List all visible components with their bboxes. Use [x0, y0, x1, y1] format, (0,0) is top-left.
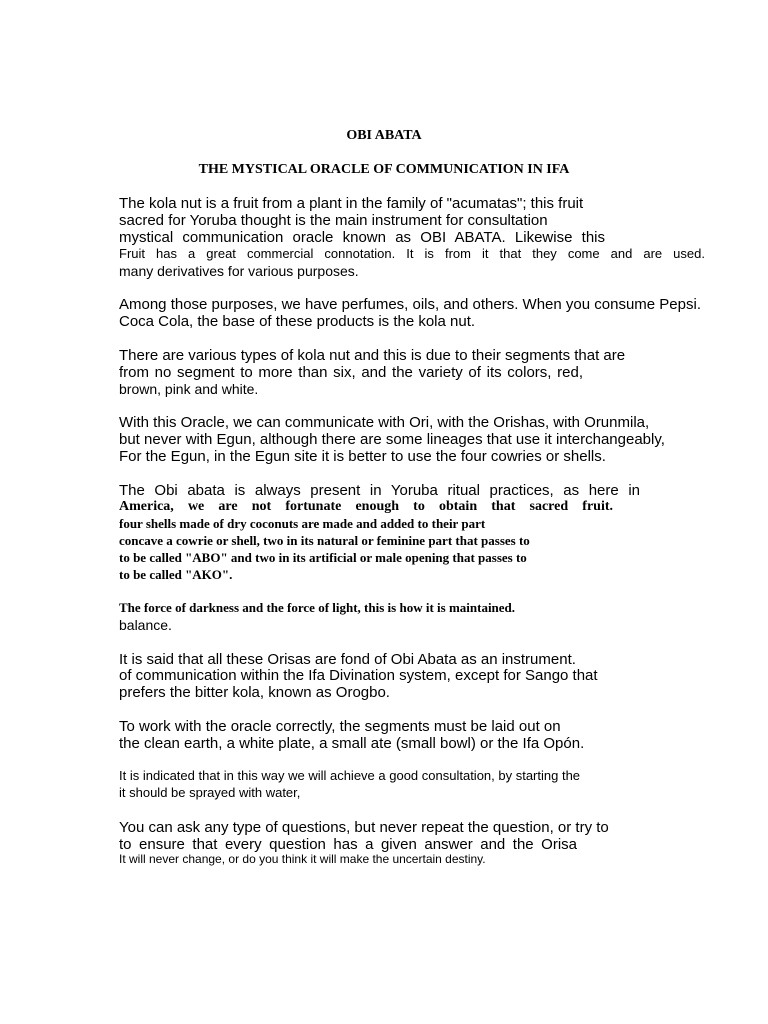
paragraph-line: of communication within the Ifa Divination system, except for Sango that — [119, 667, 598, 684]
paragraph-line: brown, pink and white. — [119, 381, 259, 397]
paragraph-line: There are various types of kola nut and this is due to their segments that are — [119, 347, 626, 364]
paragraph-line: With this Oracle, we can communicate with Ori, with the Orishas, with Orunmila, — [119, 414, 650, 431]
paragraph-line: America, we are not fortunate enough to obtain that sacred fruit. — [119, 499, 613, 514]
document-title: OBI ABATA — [346, 128, 422, 143]
paragraph-line: It is said that all these Orisas are fond of Obi Abata as an instrument. — [119, 651, 576, 668]
paragraph-line: To work with the oracle correctly, the segments must be laid out on — [119, 718, 561, 735]
paragraph-line: Coca Cola, the base of these products is the kola nut. — [119, 313, 476, 330]
paragraph-line: sacred for Yoruba thought is the main instrument for consultation — [119, 212, 548, 229]
paragraph-line: Fruit has a great commercial connotation. It is from it that they come and are used. — [119, 246, 705, 261]
paragraph-line: The force of darkness and the force of light, this is how it is maintained. — [119, 600, 516, 615]
paragraph-line: balance. — [119, 617, 172, 633]
paragraph-line: concave a cowrie or shell, two in its natural or feminine part that passes to — [119, 533, 530, 548]
paragraph-line: prefers the bitter kola, known as Orogbo. — [119, 684, 390, 701]
paragraph-line: The kola nut is a fruit from a plant in the family of "acumatas"; this fruit — [119, 195, 584, 212]
paragraph-line: it should be sprayed with water, — [119, 785, 301, 800]
paragraph-line: to be called "AKO". — [119, 567, 233, 582]
paragraph-line: It is indicated that in this way we will achieve a good consultation, by starting the — [119, 768, 581, 783]
paragraph-line: For the Egun, in the Egun site it is better to use the four cowries or shells. — [119, 448, 606, 465]
paragraph-line: The Obi abata is always present in Yoruba ritual practices, as here in — [119, 482, 640, 499]
paragraph-line: to ensure that every question has a given answer and the Orisa — [119, 836, 577, 853]
paragraph-line: Among those purposes, we have perfumes, oils, and others. When you consume Pepsi. — [119, 296, 701, 313]
paragraph-line: to be called "ABO" and two in its artificial or male opening that passes to — [119, 550, 527, 565]
paragraph-line: four shells made of dry coconuts are made and added to their part — [119, 516, 486, 531]
document-subtitle: THE MYSTICAL ORACLE OF COMMUNICATION IN IFA — [198, 162, 570, 177]
paragraph-line: from no segment to more than six, and the variety of its colors, red, — [119, 364, 583, 381]
paragraph-line: You can ask any type of questions, but never repeat the question, or try to — [119, 819, 609, 836]
paragraph-line: mystical communication oracle known as OBI ABATA. Likewise this — [119, 229, 605, 246]
paragraph-line: but never with Egun, although there are some lineages that use it interchangeably, — [119, 431, 665, 448]
paragraph-line: many derivatives for various purposes. — [119, 263, 359, 279]
paragraph-line: It will never change, or do you think it will make the uncertain destiny. — [119, 852, 486, 866]
paragraph-line: the clean earth, a white plate, a small ate (small bowl) or the Ifa Opón. — [119, 735, 585, 752]
